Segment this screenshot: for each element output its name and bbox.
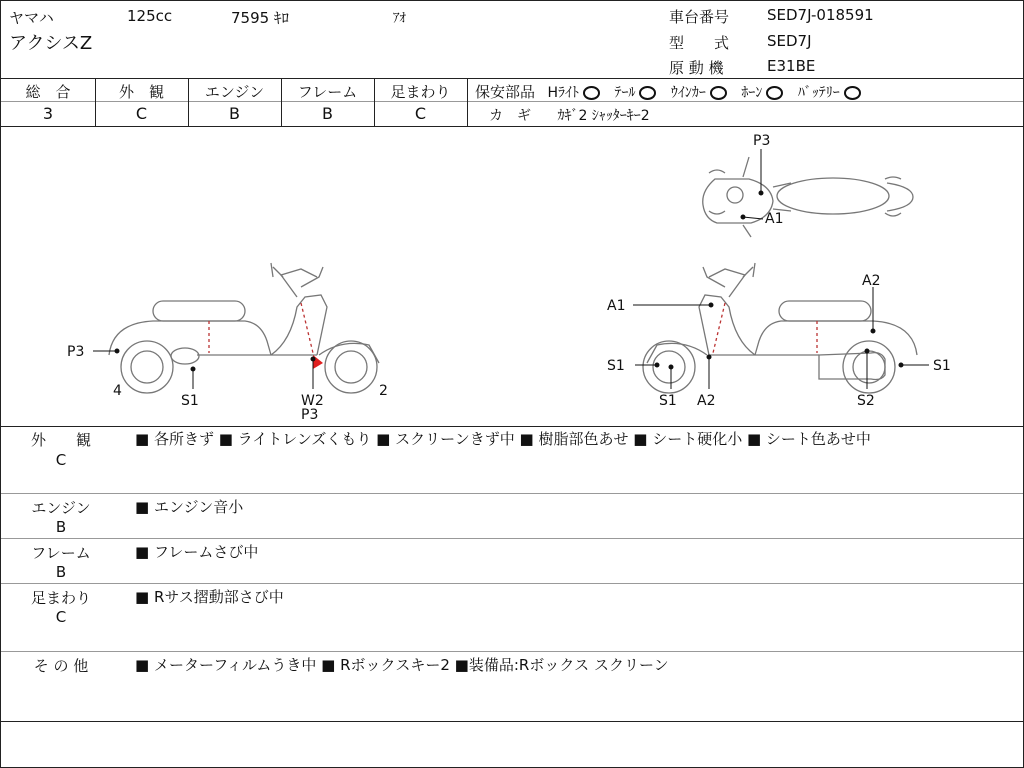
safety-item-headlight bbox=[547, 82, 600, 102]
label-a2-right-top: A2 bbox=[862, 273, 881, 289]
frame-number: SED7J-018591 bbox=[767, 6, 874, 24]
grade-frame-label: フレーム bbox=[297, 83, 358, 101]
grade-exterior-value: C bbox=[135, 104, 148, 123]
safety-label: 保安部品 bbox=[475, 83, 536, 101]
engine-label: 原 動 機 bbox=[669, 59, 724, 77]
section-text: ■ エンジン音小 bbox=[135, 498, 244, 516]
damage-diagram bbox=[1, 127, 1023, 427]
label-a1-top: A1 bbox=[765, 211, 784, 227]
color: ｱｵ bbox=[393, 11, 406, 26]
section-text: ■ Rサス摺動部さび中 bbox=[135, 588, 284, 606]
safety-item-battery bbox=[798, 82, 861, 102]
key-row bbox=[489, 105, 650, 125]
label-s1-right-c: S1 bbox=[933, 358, 951, 374]
type-label: 型 式 bbox=[669, 34, 730, 52]
label-p3-left-bottom: P3 bbox=[301, 407, 319, 423]
safety-item-label: ﾎｰﾝ bbox=[741, 85, 763, 101]
maker: ヤマハ bbox=[9, 9, 54, 27]
label-w2: W2 bbox=[301, 393, 324, 409]
safety-item-label: ﾃｰﾙ bbox=[614, 85, 636, 101]
section-grade: C bbox=[55, 451, 67, 469]
section-text: ■ メーターフィルムうき中 ■ Rボックスキー2 ■装備品:Rボックス スクリーン bbox=[135, 656, 669, 674]
divider bbox=[1, 426, 1023, 427]
model-name: アクシスZ bbox=[9, 33, 93, 54]
ok-circle-icon bbox=[583, 86, 600, 100]
ok-circle-icon bbox=[844, 86, 861, 100]
grade-overall-value: 3 bbox=[42, 104, 54, 123]
divider bbox=[1, 583, 1023, 584]
divider bbox=[1, 538, 1023, 539]
key-value: ｶｷﾞ2 ｼｬｯﾀｰｷｰ2 bbox=[557, 108, 650, 124]
safety-parts-row bbox=[475, 81, 871, 102]
grade-suspension-label: 足まわり bbox=[390, 83, 451, 101]
divider bbox=[467, 78, 468, 126]
section-label: そ の 他 bbox=[33, 657, 89, 675]
engine-value: E31BE bbox=[767, 57, 816, 75]
grade-engine-value: B bbox=[229, 104, 240, 123]
label-2: 2 bbox=[379, 383, 388, 399]
safety-item-horn bbox=[741, 82, 783, 102]
mileage: 7595 ｷﾛ bbox=[231, 9, 289, 27]
section-label: 外 観 bbox=[30, 431, 91, 449]
section-grade: B bbox=[55, 563, 67, 581]
label-a1-right: A1 bbox=[607, 298, 626, 314]
divider bbox=[1, 78, 1023, 79]
section-text: ■ 各所きず ■ ライトレンズくもり ■ スクリーンきず中 ■ 樹脂部色あせ ■ シート硬化小 ■ シート色あせ中 bbox=[135, 430, 871, 448]
safety-item-label: ｳｲﾝｶｰ bbox=[670, 85, 706, 101]
grade-suspension-value: C bbox=[414, 104, 427, 123]
divider bbox=[1, 721, 1023, 722]
top-view-scooter bbox=[703, 157, 913, 237]
type-value: SED7J bbox=[767, 32, 812, 50]
ok-circle-icon bbox=[766, 86, 783, 100]
label-p3-top: P3 bbox=[753, 133, 771, 149]
safety-item-tail bbox=[614, 82, 656, 102]
displacement: 125cc bbox=[127, 7, 173, 25]
ok-circle-icon bbox=[710, 86, 727, 100]
safety-item-label: ﾊﾞｯﾃﾘｰ bbox=[797, 85, 840, 101]
grade-engine-label: エンジン bbox=[204, 83, 265, 101]
safety-item-label: Hﾗｲﾄ bbox=[547, 85, 579, 101]
ok-circle-icon bbox=[639, 86, 656, 100]
label-4: 4 bbox=[113, 383, 122, 399]
section-label: エンジン bbox=[31, 499, 91, 517]
divider bbox=[1, 493, 1023, 494]
section-grade: B bbox=[55, 518, 67, 536]
frame-label: 車台番号 bbox=[669, 8, 730, 26]
section-label: フレーム bbox=[31, 544, 91, 562]
section-text: ■ フレームさび中 bbox=[135, 543, 259, 561]
divider bbox=[1, 651, 1023, 652]
label-s1-right-a: S1 bbox=[607, 358, 625, 374]
grade-frame-value: B bbox=[322, 104, 333, 123]
section-label: 足まわり bbox=[30, 589, 91, 607]
label-s1-left: S1 bbox=[181, 393, 199, 409]
label-p3-left: P3 bbox=[67, 344, 85, 360]
label-s2: S2 bbox=[857, 393, 875, 409]
label-s1-right-b: S1 bbox=[659, 393, 677, 409]
label-a2-right-bottom: A2 bbox=[697, 393, 716, 409]
grade-overall-label: 総 合 bbox=[25, 83, 71, 101]
key-label: カ ギ bbox=[489, 108, 531, 124]
left-view-scooter bbox=[109, 263, 379, 393]
safety-item-winker bbox=[671, 82, 727, 102]
grade-exterior-label: 外 観 bbox=[118, 83, 164, 101]
section-grade: C bbox=[55, 608, 67, 626]
